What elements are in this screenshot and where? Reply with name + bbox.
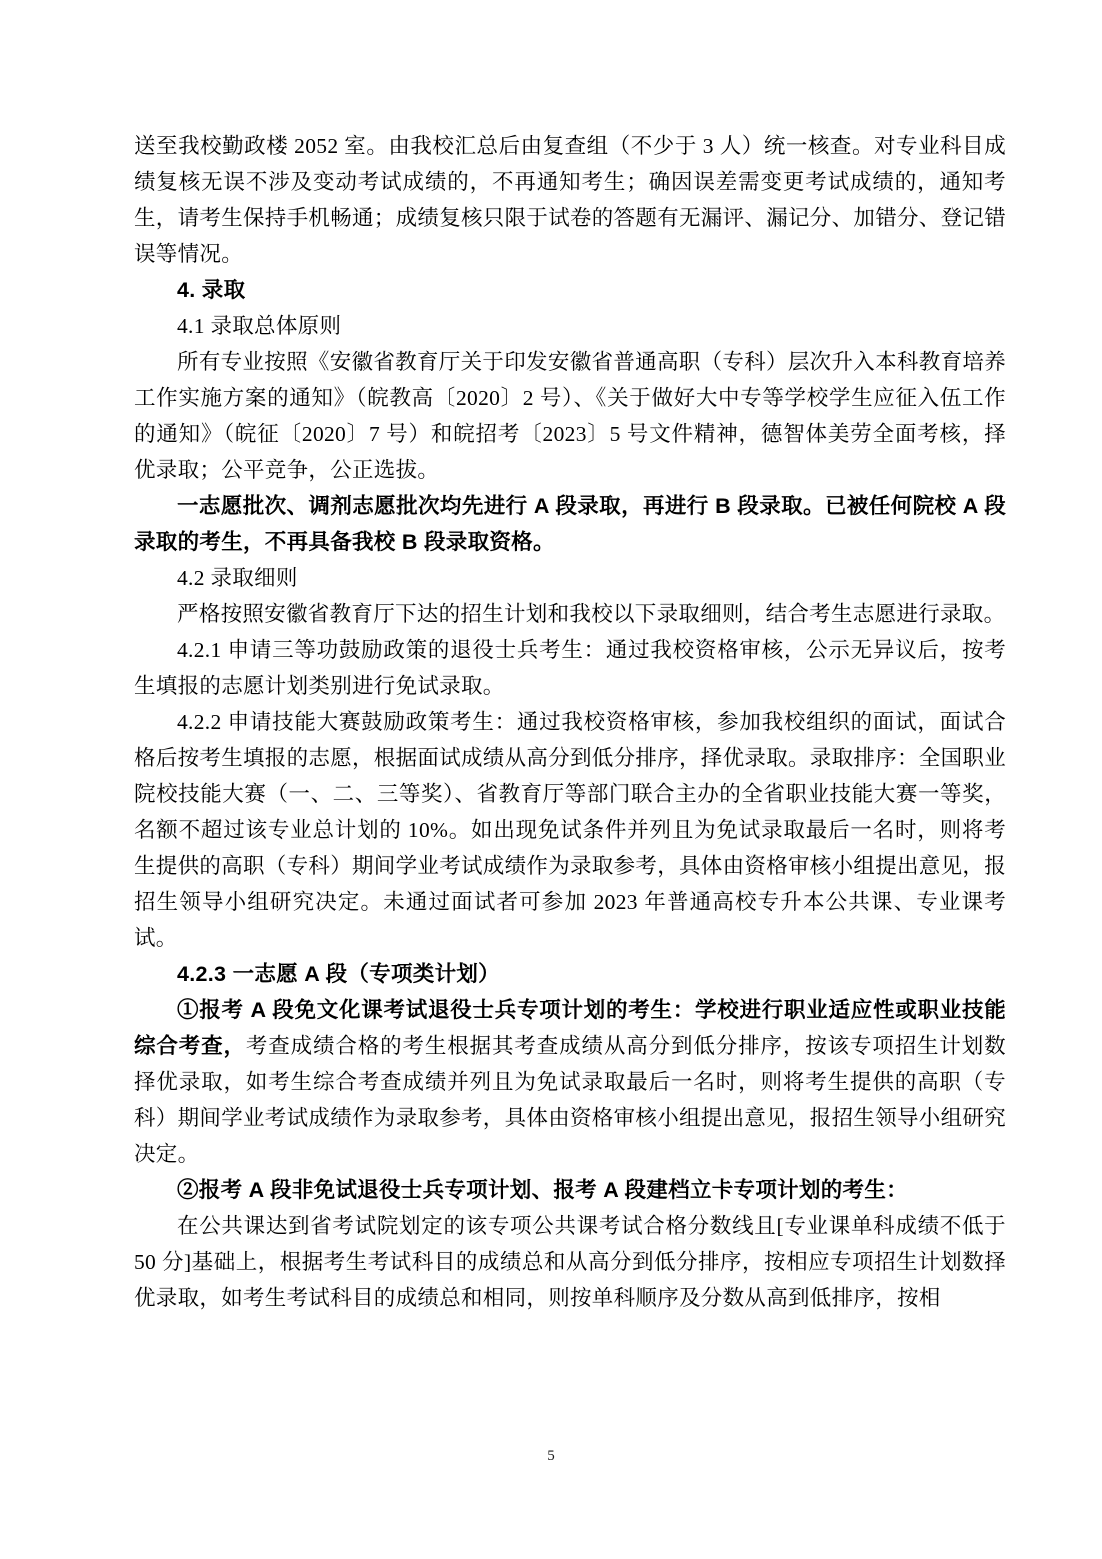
item1-body-text: 考查成绩合格的考生根据其考查成绩从高分到低分排序，按该专项招生计划数择优录取，如考生综合考查成绩并列且为免试录取最后一名时，则将考生提供的高职（专科）期间学业考试成绩作为录取参考，具体由资格审核小组提出意见，报招生领导小组研究决定。 xyxy=(134,1034,1007,1166)
page-content xyxy=(134,128,1006,1316)
paragraph-item1-exempt-veterans xyxy=(134,992,1006,1172)
paragraph-4-2-2-skill-competition: 4.2.2 申请技能大赛鼓励政策考生：通过我校资格审核，参加我校组织的面试，面试合格后按考生填报的志愿，根据面试成绩从高分到低分排序，择优录取。录取排序：全国职业院校技能大赛（一、二、三等奖）、省教育厅等部门联合主办的全省职业技能大赛一等奖，名额不超过该专业总计划的 10%。如出现免试条件并列且为免试录取最后一名时，则将考生提供的高职（专科）期间学业考试成绩作为录取参考，具体由资格审核小组提出意见，报招生领导小组研究决定。未通过面试者可参加 2023 年普通高校专升本公共课、专业课考试。 xyxy=(134,710,1007,950)
paragraph-ab-segment-rule: 一志愿批次、调剂志愿批次均先进行 A 段录取，再进行 B 段录取。已被任何院校 A 段录取的考生，不再具备我校 B 段录取资格。 xyxy=(134,494,1006,554)
heading-section-4-admission: 4. 录取 xyxy=(177,278,246,302)
paragraph-score-review-continuation: 送至我校勤政楼 2052 室。由我校汇总后由复查组（不少于 3 人）统一核查。对专业科目成绩复核无误不涉及变动考试成绩的，不再通知考生；确因误差需变更考试成绩的，通知考生，请考生保持手机畅通；成绩复核只限于试卷的答题有无漏评、漏记分、加错分、登记错误等情况。 xyxy=(134,134,1007,266)
heading-section-4-2-3: 4.2.3 一志愿 A 段（专项类计划） xyxy=(177,962,500,986)
page-number: 5 xyxy=(547,1448,555,1464)
heading-item2-non-exempt-plans: ②报考 A 段非免试退役士兵专项计划、报考 A 段建档立卡专项计划的考生： xyxy=(177,1178,908,1202)
paragraph-4-2-1-merit-veterans: 4.2.1 申请三等功鼓励政策的退役士兵考生：通过我校资格审核，公示无异议后，按考生填报的志愿计划类别进行免试录取。 xyxy=(134,638,1006,698)
paragraph-admission-rules-intro: 严格按照安徽省教育厅下达的招生计划和我校以下录取细则，结合考生志愿进行录取。 xyxy=(177,602,1006,626)
paragraph-overall-principle: 所有专业按照《安徽省教育厅关于印发安徽省普通高职（专科）层次升入本科教育培养工作实施方案的通知》（皖教高〔2020〕2 号）、《关于做好大中专等学校学生应征入伍工作的通知》（皖征〔2020〕7 号）和皖招考〔2023〕5 号文件精神，德智体美劳全面考核，择优录取；公平竞争，公正选拔。 xyxy=(134,350,1006,482)
heading-section-4-1: 4.1 录取总体原则 xyxy=(177,314,342,338)
item1-bold-lead-text: ①报考 A 段免文化课考试退役士兵专项计划的考生：学校进行职业适应性或职业技能综合考查， xyxy=(134,998,1006,1058)
paragraph-item2-score-ranking: 在公共课达到省考试院划定的该专项公共课考试合格分数线且[专业课单科成绩不低于 50 分]基础上，根据考生考试科目的成绩总和从高分到低分排序，按相应专项招生计划数择优录取，如考生考试科目的成绩总和相同，则按单科顺序及分数从高到低排序，按相 xyxy=(134,1214,1006,1310)
heading-section-4-2: 4.2 录取细则 xyxy=(177,566,298,590)
